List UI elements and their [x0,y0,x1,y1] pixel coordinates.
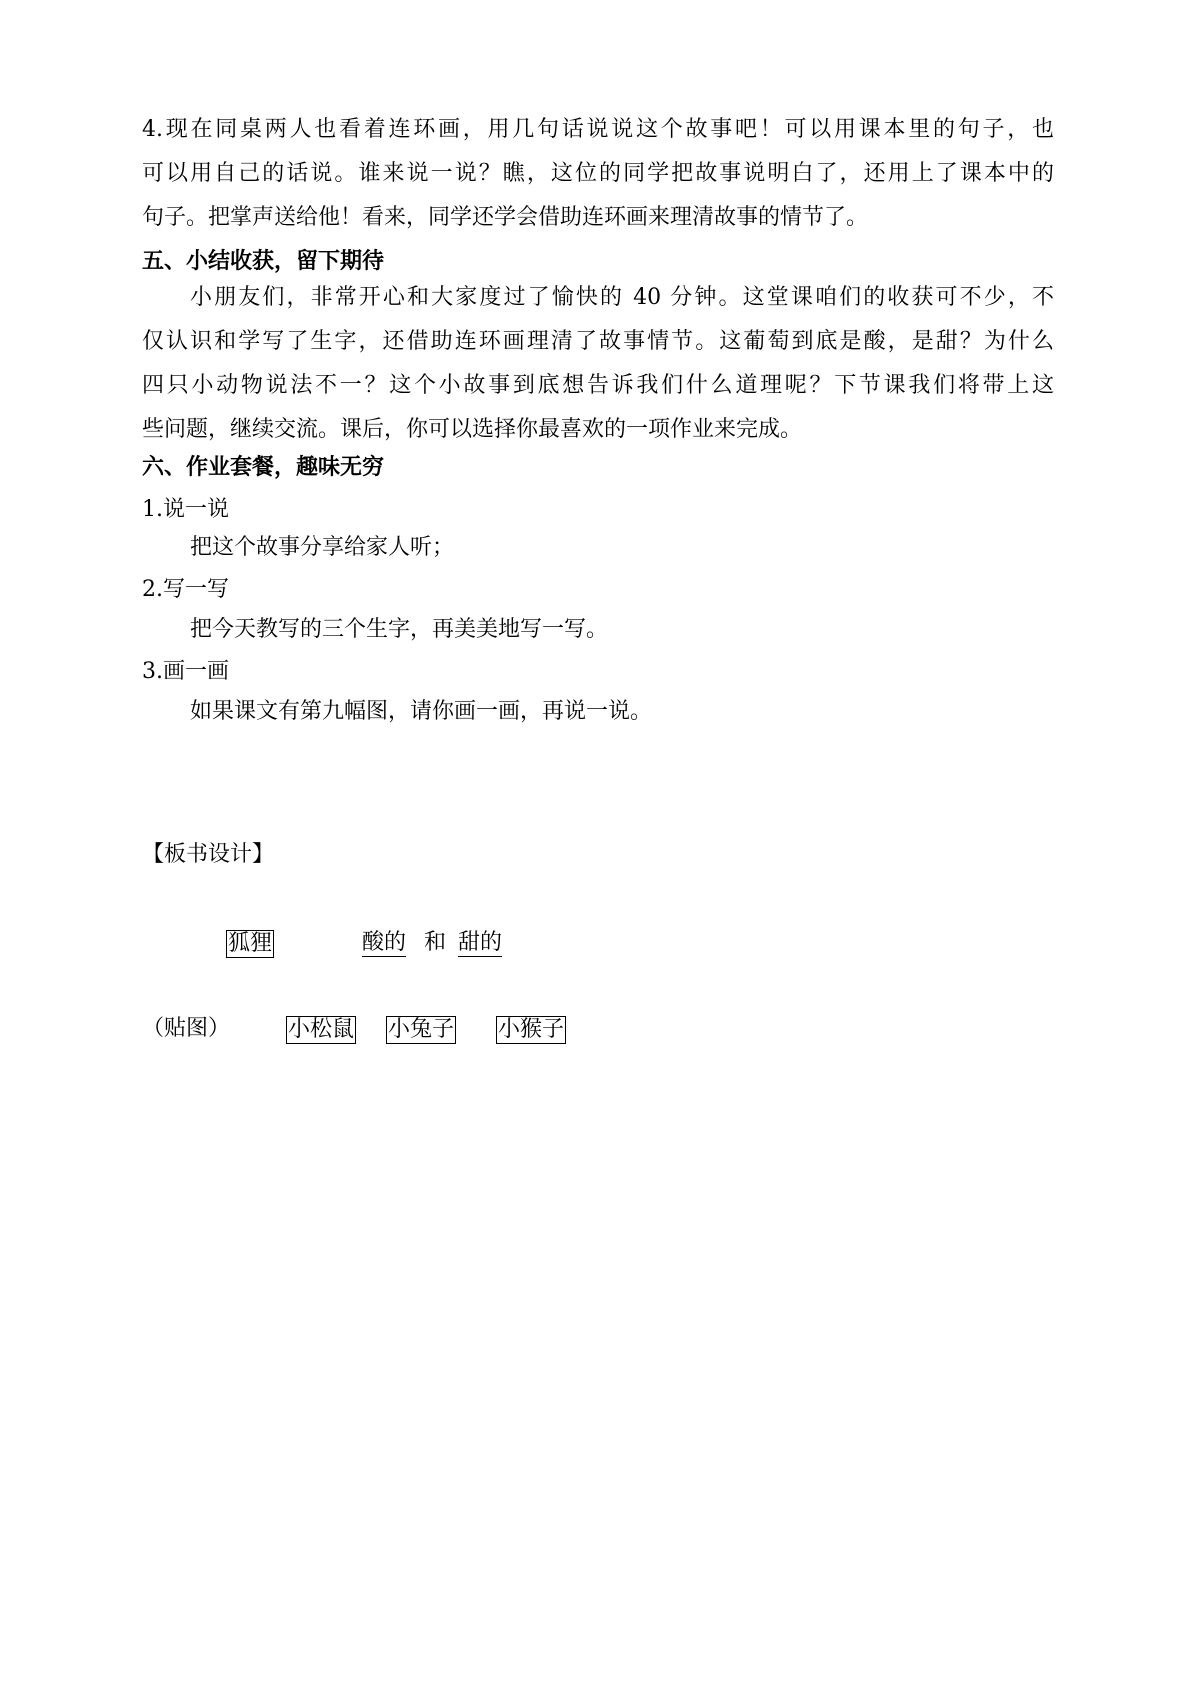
board-squirrel-box: 小松鼠 [288,1017,355,1042]
heading-summary: 五、小结收获，留下期待 [142,249,385,274]
section5-line-3: 四只小动物说法不一？这个小故事到底想告诉我们什么道理呢？下节课我们将带上这 [142,373,1054,398]
section4-line-1: 4.现在同桌两人也看着连环画，用几句话说说这个故事吧！可以用课本里的句子，也 [142,117,1054,142]
homework-2-title: 2.写一写 [142,577,229,602]
board-sour-word: 酸的 [362,930,407,955]
homework-2-content: 把今天教写的三个生字，再美美地写一写。 [190,617,609,642]
board-fox-box: 狐狸 [228,931,273,956]
homework-1-content: 把这个故事分享给家人听； [190,535,455,560]
section5-line-1: 小朋友们，非常开心和大家度过了愉快的 40 分钟。这堂课咱们的收获可不少，不 [190,285,1054,310]
homework-1-title: 1.说一说 [142,497,229,522]
homework-3-title: 3.画一画 [142,659,229,684]
board-sweet-word: 甜的 [458,930,503,955]
board-design-title: 【板书设计】 [142,842,275,867]
board-sticker-label: （贴图） [142,1016,231,1041]
board-rabbit-box: 小兔子 [388,1017,455,1042]
heading-homework: 六、作业套餐，趣味无穷 [142,455,385,480]
homework-3-content: 如果课文有第九幅图，请你画一画，再说一说。 [190,699,653,724]
section5-line-4: 些问题，继续交流。课后，你可以选择你最喜欢的一项作业来完成。 [142,417,803,442]
board-monkey-box: 小猴子 [498,1017,565,1042]
section4-line-2: 可以用自己的话说。谁来说一说？瞧，这位的同学把故事说明白了，还用上了课本中的 [142,161,1054,186]
board-and-word: 和 [424,930,447,955]
section5-line-2: 仅认识和学写了生字，还借助连环画理清了故事情节。这葡萄到底是酸，是甜？为什么 [142,329,1054,354]
section4-line-3: 句子。把掌声送给他！看来，同学还学会借助连环画来理清故事的情节了。 [142,205,869,230]
